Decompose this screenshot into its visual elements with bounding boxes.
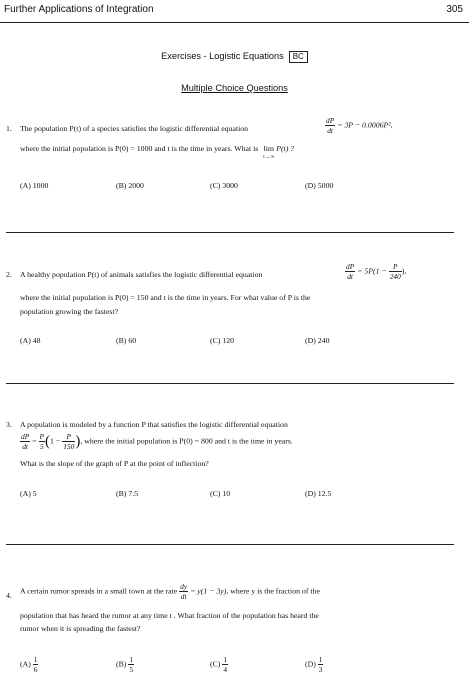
- q4-choice-c[interactable]: (C) $\frac{1}{4}$: [210, 655, 228, 674]
- question-2-equation: $\frac{dP}{dt}$ = 5P(1 − $\frac{P}{240}$ ),: [346, 262, 407, 281]
- q4-choice-c-fraction: $\frac{1}{4}$: [223, 655, 228, 674]
- q3-choice-b[interactable]: (B) 7.5: [116, 489, 139, 498]
- q3-choice-d[interactable]: (D) 12.5: [305, 489, 332, 498]
- question-2-number: 2.: [6, 270, 12, 279]
- q2-choice-a[interactable]: (A) 48: [20, 336, 41, 345]
- question-2-line3: population growing the fastest?: [20, 307, 119, 316]
- section-title: [0, 51, 469, 63]
- question-3-line3: What is the slope of the graph of P at the point of inflection?: [20, 459, 209, 468]
- question-4-line1: A certain rumor spreads in a small town at the rate $\frac{dy}{dt}$ = y(1 − 3y), where y is the fraction of the: [20, 582, 320, 601]
- section-title-text: Exercises - Logistic Equations: [161, 51, 284, 61]
- divider-2: [6, 383, 454, 384]
- page-number: 305: [446, 4, 463, 15]
- q2-choice-b[interactable]: (B) 60: [116, 336, 137, 345]
- q3-dpdt: $\frac{dP}{dt}$: [21, 432, 30, 451]
- q3-choice-c[interactable]: (C) 10: [210, 489, 231, 498]
- q4-choice-a[interactable]: (A) $\frac{1}{6}$: [20, 655, 38, 674]
- question-4-line3: rumor when it is spreading the fastest?: [20, 624, 141, 633]
- divider-1: [6, 232, 454, 233]
- question-1-line2: where the initial population is P(0) = 1000 and t is the time in years. What is lim t→∞ P(t) ?: [20, 144, 295, 160]
- q4-choice-a-fraction: $\frac{1}{6}$: [33, 655, 38, 674]
- q1-choice-c[interactable]: (C) 3000: [210, 181, 238, 190]
- q4-choice-b-fraction: $\frac{1}{5}$: [129, 655, 134, 674]
- header-rule: [0, 22, 469, 23]
- q1-choice-d[interactable]: (D) 5000: [305, 181, 334, 190]
- q2-choice-c[interactable]: (C) 120: [210, 336, 235, 345]
- q4-choice-d[interactable]: (D) $\frac{1}{3}$: [305, 655, 323, 674]
- question-4-line2: population that has heard the rumor at any time t . What fraction of the population has heard the: [20, 611, 319, 620]
- chapter-title: Further Applications of Integration: [4, 4, 154, 15]
- q4-choice-d-fraction: $\frac{1}{3}$: [318, 655, 323, 674]
- question-3-number: 3.: [6, 420, 12, 429]
- section-subtitle-text: Multiple Choice Questions: [181, 83, 288, 93]
- q1-dpdt: $\frac{dP}{dt}$: [326, 116, 335, 135]
- q1-choice-b[interactable]: (B) 2000: [116, 181, 144, 190]
- q2-dpdt: $\frac{dP}{dt}$: [346, 262, 355, 281]
- q2-choice-d[interactable]: (D) 240: [305, 336, 330, 345]
- question-1-number: 1.: [6, 124, 12, 133]
- question-3-line2: $\frac{dP}{dt}$ = $\frac{P}{5}$ (1 − $\frac{P}{150}$ ), where the initial population is P(0) = 800 and t is the time in years.: [21, 432, 293, 451]
- bc-badge: BC: [289, 51, 308, 63]
- q4-dydt: $\frac{dy}{dt}$: [180, 582, 188, 601]
- question-2-line2: where the initial population is P(0) = 150 and t is the time in years. For what value of P is the: [20, 293, 311, 302]
- question-2-line1: A healthy population P(t) of animals satisfies the logistic differential equation: [20, 270, 263, 279]
- question-3-line1: A population is modeled by a function P that satisfies the logistic differential equation: [20, 420, 288, 429]
- section-subtitle: [0, 78, 469, 96]
- divider-3: [6, 544, 454, 545]
- q2-p-over-240: $\frac{P}{240}$: [389, 262, 401, 281]
- q4-choice-b[interactable]: (B) $\frac{1}{5}$: [116, 655, 134, 674]
- question-1-line1: The population P(t) of a species satisfies the logistic differential equation: [20, 124, 249, 133]
- q1-limit: lim t→∞: [263, 144, 275, 160]
- question-4-number: 4.: [6, 591, 12, 600]
- question-1-equation: $\frac{dP}{dt}$ = 3P − 0.0006P²,: [326, 116, 393, 135]
- q3-p-over-5: $\frac{P}{5}$: [39, 432, 45, 451]
- q1-choice-a[interactable]: (A) 1000: [20, 181, 49, 190]
- q3-p-over-150: $\frac{P}{150}$: [63, 432, 75, 451]
- q3-choice-a[interactable]: (A) 5: [20, 489, 37, 498]
